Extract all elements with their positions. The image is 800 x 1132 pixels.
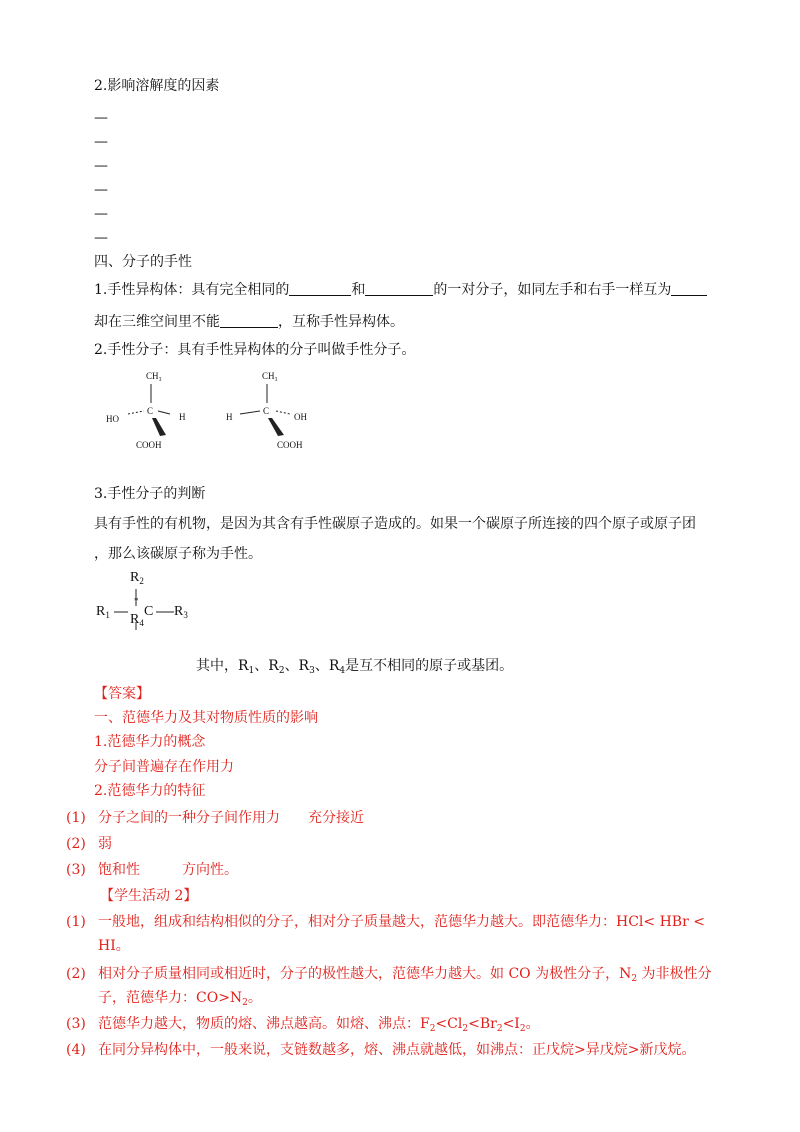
mol1-top: CH₃ — [146, 371, 162, 381]
dash-line: — — [94, 182, 108, 198]
r2-letter: R — [130, 570, 140, 585]
act2-sub: 2 — [242, 998, 248, 1008]
mol2-left: H — [226, 412, 233, 422]
activity-4-line: 在同分异构体中，一般来说，支链数越多，熔、沸点就越低，如沸点：正戊烷>异戊烷>新戊烷。 — [98, 1042, 696, 1058]
formula-bonds — [94, 566, 214, 630]
judge-paragraph-1: 具有手性的有机物，是因为其含有手性碳原子造成的。如果一个碳原子所连接的四个原子或原子团 — [94, 516, 696, 532]
dash-line: — — [94, 110, 108, 126]
r1-subscript: 1 — [105, 610, 110, 620]
chiral-carbon-formula — [94, 566, 214, 630]
answer-subheading-2: 2.范德华力的特征 — [94, 783, 206, 799]
list-number: (2) — [66, 836, 86, 852]
activity-1-line-2: HI。 — [98, 938, 130, 954]
judge-paragraph-2: ，那么该碳原子称为手性。 — [94, 546, 262, 562]
activity-1-line-1: 一般地，组成和结构相似的分子，相对分子质量越大，范德华力越大。即范德华力：HCl< HBr < — [98, 914, 705, 930]
act3-text: 范德华力越大，物质的熔、沸点越高。如熔、沸点：F — [98, 1016, 430, 1032]
mol2-bottom: COOH — [277, 440, 303, 450]
judge-title: 3.手性分子的判断 — [94, 486, 206, 502]
act3-text: 。 — [525, 1016, 540, 1032]
fill-blank — [220, 313, 278, 328]
mol1-left: HO — [106, 414, 119, 424]
dash-line: — — [94, 230, 108, 246]
activity-2-line-2 — [98, 988, 262, 1008]
note-text: 、R — [284, 658, 310, 674]
formula-r2 — [130, 570, 144, 586]
chiral-star: * — [134, 596, 139, 606]
note-sub: 1 — [248, 666, 255, 676]
dash-line: — — [94, 206, 108, 222]
list-item: 饱和性 方向性。 — [98, 862, 238, 878]
act2-text: 为非极性分 — [637, 966, 712, 982]
mol1-bottom: COOH — [136, 440, 162, 450]
mol2-top: CH₃ — [262, 371, 278, 381]
list-number: (3) — [66, 862, 86, 878]
answer-text-1: 分子间普遍存在作用力 — [94, 759, 234, 775]
mol1-center: C — [147, 406, 154, 416]
section-title: 2.影响溶解度的因素 — [94, 78, 220, 94]
act3-text: <I — [502, 1016, 520, 1032]
def1-part-b: 和 — [351, 282, 366, 298]
formula-r4 — [130, 612, 144, 628]
activity-3-line — [98, 1014, 540, 1034]
formula-note — [196, 656, 513, 676]
act2-text: 。 — [247, 990, 262, 1006]
formula-r1 — [96, 604, 110, 620]
act2-sub: 2 — [631, 974, 638, 984]
formula-r3 — [174, 604, 188, 620]
note-text: 其中，R — [196, 658, 249, 674]
list-number: (4) — [66, 1042, 86, 1058]
list-number: (1) — [66, 914, 86, 930]
activity-2-line-1 — [98, 964, 712, 984]
fill-blank — [365, 281, 433, 296]
chiral-molecule-1 — [100, 368, 210, 458]
note-sub: 2 — [278, 666, 285, 676]
r1-letter: R — [96, 604, 106, 619]
fill-blank — [671, 281, 707, 296]
chiral-molecule-2 — [222, 368, 332, 458]
note-text: 、R — [314, 658, 340, 674]
mol1-right: H — [179, 412, 186, 422]
act3-text: <Br — [468, 1016, 497, 1032]
act3-text: <Cl — [435, 1016, 463, 1032]
act3-sub: 2 — [462, 1024, 469, 1034]
definition-1 — [94, 280, 707, 300]
list-item: 弱 — [98, 836, 112, 852]
dash-line: — — [94, 134, 108, 150]
note-text: 是互不相同的原子或基团。 — [345, 658, 514, 674]
r4-subscript: 4 — [139, 618, 144, 628]
list-number: (1) — [66, 810, 86, 826]
definition-2: 2.手性分子：具有手性异构体的分子叫做手性分子。 — [94, 342, 416, 358]
answer-heading-1: 一、范德华力及其对物质性质的影响 — [94, 710, 318, 726]
act3-sub: 2 — [519, 1024, 526, 1034]
act2-text: 相对分子质量相同或相近时，分子的极性越大，范德华力越大。如 CO 为极性分子，N — [98, 966, 632, 982]
def1-part-e: ，互称手性异构体。 — [278, 314, 404, 330]
r3-letter: R — [174, 604, 184, 619]
dash-line: — — [94, 158, 108, 174]
activity-label: 【学生活动 2】 — [100, 888, 198, 904]
note-sub: 4 — [339, 666, 346, 676]
chirality-heading: 四、分子的手性 — [94, 254, 192, 270]
r3-subscript: 3 — [183, 610, 188, 620]
mol2-center: C — [263, 406, 270, 416]
definition-1-cont — [94, 312, 404, 332]
answer-subheading-1: 1.范德华力的概念 — [94, 734, 206, 750]
act3-sub: 2 — [429, 1024, 436, 1034]
note-sub: 3 — [309, 666, 315, 676]
r2-subscript: 2 — [139, 576, 144, 586]
fill-blank — [289, 281, 351, 296]
act3-sub: 2 — [496, 1024, 503, 1034]
def1-part-c: 的一对分子，如同左手和右手一样互为 — [433, 282, 672, 298]
list-number: (2) — [66, 966, 86, 982]
formula-carbon: C — [144, 604, 154, 619]
note-text: 、R — [254, 658, 279, 674]
mol2-right: OH — [294, 412, 307, 422]
list-number: (3) — [66, 1016, 86, 1032]
r4-letter: R — [130, 612, 140, 627]
answer-label: 【答案】 — [94, 686, 150, 702]
def1-part-a: 1.手性异构体：具有完全相同的 — [94, 282, 290, 298]
def1-part-d: 却在三维空间里不能 — [94, 314, 220, 330]
list-item: 分子之间的一种分子间作用力 充分接近 — [98, 810, 364, 826]
act2-text: 子，范德华力：CO>N — [98, 990, 243, 1006]
